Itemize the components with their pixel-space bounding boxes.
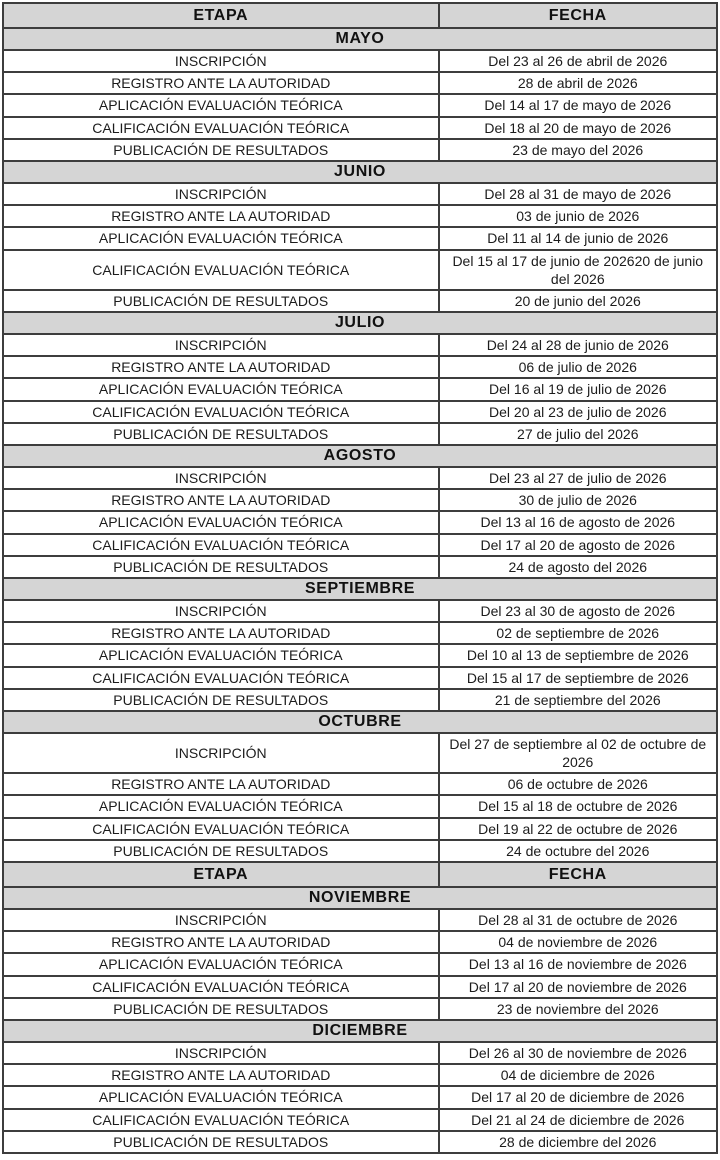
- month-header: JUNIO: [3, 161, 717, 183]
- fecha-cell: 03 de junio de 2026: [439, 205, 717, 227]
- table-row: [3, 378, 717, 400]
- etapa-cell: CALIFICACIÓN EVALUACIÓN TEÓRICA: [3, 401, 439, 423]
- fecha-cell: Del 17 al 20 de agosto de 2026: [439, 534, 717, 556]
- etapa-cell: REGISTRO ANTE LA AUTORIDAD: [3, 72, 439, 94]
- fecha-cell: Del 17 al 20 de diciembre de 2026: [439, 1086, 717, 1108]
- fecha-cell: Del 19 al 22 de octubre de 2026: [439, 818, 717, 840]
- month-row: [3, 711, 717, 733]
- etapa-cell: CALIFICACIÓN EVALUACIÓN TEÓRICA: [3, 117, 439, 139]
- fecha-cell: Del 24 al 28 de junio de 2026: [439, 334, 717, 356]
- month-header: JULIO: [3, 312, 717, 334]
- table-row: [3, 600, 717, 622]
- etapa-cell: INSCRIPCIÓN: [3, 50, 439, 72]
- fecha-cell: Del 23 al 30 de agosto de 2026: [439, 600, 717, 622]
- fecha-cell: Del 15 al 17 de septiembre de 2026: [439, 667, 717, 689]
- etapa-cell: CALIFICACIÓN EVALUACIÓN TEÓRICA: [3, 667, 439, 689]
- etapa-cell: INSCRIPCIÓN: [3, 909, 439, 931]
- fecha-cell: Del 23 al 26 de abril de 2026: [439, 50, 717, 72]
- table-row: [3, 250, 717, 290]
- table-row: [3, 840, 717, 862]
- fecha-cell: Del 23 al 27 de julio de 2026: [439, 467, 717, 489]
- etapa-cell: INSCRIPCIÓN: [3, 467, 439, 489]
- fecha-cell: 24 de agosto del 2026: [439, 556, 717, 578]
- table-row: [3, 931, 717, 953]
- table-row: [3, 290, 717, 312]
- table-row: [3, 773, 717, 795]
- table-row: [3, 50, 717, 72]
- column-header-fecha: FECHA: [439, 862, 717, 887]
- fecha-cell: Del 15 al 17 de junio de 202620 de junio del 2026: [439, 250, 717, 290]
- etapa-cell: CALIFICACIÓN EVALUACIÓN TEÓRICA: [3, 976, 439, 998]
- etapa-cell: REGISTRO ANTE LA AUTORIDAD: [3, 622, 439, 644]
- fecha-cell: 20 de junio del 2026: [439, 290, 717, 312]
- table-row: [3, 556, 717, 578]
- table-row: [3, 139, 717, 161]
- fecha-cell: 02 de septiembre de 2026: [439, 622, 717, 644]
- month-header: MAYO: [3, 28, 717, 50]
- table-row: [3, 998, 717, 1020]
- fecha-cell: 21 de septiembre del 2026: [439, 689, 717, 711]
- month-header: DICIEMBRE: [3, 1020, 717, 1042]
- etapa-cell: APLICACIÓN EVALUACIÓN TEÓRICA: [3, 644, 439, 666]
- etapa-cell: CALIFICACIÓN EVALUACIÓN TEÓRICA: [3, 818, 439, 840]
- etapa-cell: REGISTRO ANTE LA AUTORIDAD: [3, 356, 439, 378]
- table-row: [3, 1131, 717, 1153]
- etapa-cell: PUBLICACIÓN DE RESULTADOS: [3, 840, 439, 862]
- table-row: [3, 733, 717, 773]
- fecha-cell: Del 21 al 24 de diciembre de 2026: [439, 1109, 717, 1131]
- fecha-cell: Del 28 al 31 de mayo de 2026: [439, 183, 717, 205]
- fecha-cell: Del 17 al 20 de noviembre de 2026: [439, 976, 717, 998]
- table-row: [3, 467, 717, 489]
- etapa-cell: REGISTRO ANTE LA AUTORIDAD: [3, 205, 439, 227]
- table-row: [3, 689, 717, 711]
- table-row: [3, 117, 717, 139]
- etapa-cell: APLICACIÓN EVALUACIÓN TEÓRICA: [3, 953, 439, 975]
- month-header: AGOSTO: [3, 445, 717, 467]
- column-header-etapa: ETAPA: [3, 862, 439, 887]
- fecha-cell: 06 de julio de 2026: [439, 356, 717, 378]
- etapa-cell: PUBLICACIÓN DE RESULTADOS: [3, 998, 439, 1020]
- fecha-cell: 04 de diciembre de 2026: [439, 1064, 717, 1086]
- fecha-cell: Del 14 al 17 de mayo de 2026: [439, 94, 717, 116]
- table-row: [3, 909, 717, 931]
- etapa-cell: APLICACIÓN EVALUACIÓN TEÓRICA: [3, 1086, 439, 1108]
- etapa-cell: INSCRIPCIÓN: [3, 334, 439, 356]
- fecha-cell: Del 18 al 20 de mayo de 2026: [439, 117, 717, 139]
- fecha-cell: Del 28 al 31 de octubre de 2026: [439, 909, 717, 931]
- etapa-cell: PUBLICACIÓN DE RESULTADOS: [3, 139, 439, 161]
- fecha-cell: Del 20 al 23 de julio de 2026: [439, 401, 717, 423]
- month-row: [3, 445, 717, 467]
- etapa-cell: CALIFICACIÓN EVALUACIÓN TEÓRICA: [3, 534, 439, 556]
- etapa-cell: PUBLICACIÓN DE RESULTADOS: [3, 290, 439, 312]
- table-row: [3, 423, 717, 445]
- etapa-cell: PUBLICACIÓN DE RESULTADOS: [3, 1131, 439, 1153]
- etapa-cell: APLICACIÓN EVALUACIÓN TEÓRICA: [3, 94, 439, 116]
- fecha-cell: Del 10 al 13 de septiembre de 2026: [439, 644, 717, 666]
- schedule-table: [2, 2, 718, 1154]
- etapa-cell: CALIFICACIÓN EVALUACIÓN TEÓRICA: [3, 250, 439, 290]
- table-row: [3, 667, 717, 689]
- etapa-cell: PUBLICACIÓN DE RESULTADOS: [3, 556, 439, 578]
- table-row: [3, 489, 717, 511]
- month-header: OCTUBRE: [3, 711, 717, 733]
- etapa-cell: APLICACIÓN EVALUACIÓN TEÓRICA: [3, 511, 439, 533]
- table-row: [3, 534, 717, 556]
- fecha-cell: 23 de noviembre del 2026: [439, 998, 717, 1020]
- etapa-cell: REGISTRO ANTE LA AUTORIDAD: [3, 773, 439, 795]
- etapa-cell: REGISTRO ANTE LA AUTORIDAD: [3, 1064, 439, 1086]
- fecha-cell: 06 de octubre de 2026: [439, 773, 717, 795]
- etapa-cell: APLICACIÓN EVALUACIÓN TEÓRICA: [3, 795, 439, 817]
- table-row: [3, 1042, 717, 1064]
- etapa-cell: APLICACIÓN EVALUACIÓN TEÓRICA: [3, 227, 439, 249]
- etapa-cell: PUBLICACIÓN DE RESULTADOS: [3, 689, 439, 711]
- table-row: [3, 795, 717, 817]
- fecha-cell: 28 de abril de 2026: [439, 72, 717, 94]
- month-header: SEPTIEMBRE: [3, 578, 717, 600]
- table-row: [3, 183, 717, 205]
- column-header-row: [3, 3, 717, 28]
- table-row: [3, 205, 717, 227]
- fecha-cell: 27 de julio del 2026: [439, 423, 717, 445]
- month-row: [3, 1020, 717, 1042]
- table-row: [3, 818, 717, 840]
- fecha-cell: Del 26 al 30 de noviembre de 2026: [439, 1042, 717, 1064]
- etapa-cell: INSCRIPCIÓN: [3, 600, 439, 622]
- etapa-cell: APLICACIÓN EVALUACIÓN TEÓRICA: [3, 378, 439, 400]
- fecha-cell: Del 13 al 16 de noviembre de 2026: [439, 953, 717, 975]
- fecha-cell: 30 de julio de 2026: [439, 489, 717, 511]
- fecha-cell: 24 de octubre del 2026: [439, 840, 717, 862]
- table-row: [3, 94, 717, 116]
- table-row: [3, 511, 717, 533]
- fecha-cell: Del 27 de septiembre al 02 de octubre de 2026: [439, 733, 717, 773]
- etapa-cell: CALIFICACIÓN EVALUACIÓN TEÓRICA: [3, 1109, 439, 1131]
- etapa-cell: INSCRIPCIÓN: [3, 733, 439, 773]
- fecha-cell: Del 15 al 18 de octubre de 2026: [439, 795, 717, 817]
- column-header-row: [3, 862, 717, 887]
- table-row: [3, 644, 717, 666]
- etapa-cell: REGISTRO ANTE LA AUTORIDAD: [3, 931, 439, 953]
- table-row: [3, 953, 717, 975]
- fecha-cell: Del 16 al 19 de julio de 2026: [439, 378, 717, 400]
- table-row: [3, 72, 717, 94]
- month-row: [3, 312, 717, 334]
- table-row: [3, 334, 717, 356]
- fecha-cell: Del 13 al 16 de agosto de 2026: [439, 511, 717, 533]
- fecha-cell: 04 de noviembre de 2026: [439, 931, 717, 953]
- column-header-etapa: ETAPA: [3, 3, 439, 28]
- etapa-cell: INSCRIPCIÓN: [3, 183, 439, 205]
- table-row: [3, 227, 717, 249]
- fecha-cell: Del 11 al 14 de junio de 2026: [439, 227, 717, 249]
- fecha-cell: 28 de diciembre del 2026: [439, 1131, 717, 1153]
- month-header: NOVIEMBRE: [3, 887, 717, 909]
- table-row: [3, 1064, 717, 1086]
- month-row: [3, 161, 717, 183]
- month-row: [3, 28, 717, 50]
- table-row: [3, 1109, 717, 1131]
- table-row: [3, 401, 717, 423]
- table-row: [3, 622, 717, 644]
- table-row: [3, 976, 717, 998]
- month-row: [3, 887, 717, 909]
- etapa-cell: REGISTRO ANTE LA AUTORIDAD: [3, 489, 439, 511]
- month-row: [3, 578, 717, 600]
- table-row: [3, 356, 717, 378]
- etapa-cell: PUBLICACIÓN DE RESULTADOS: [3, 423, 439, 445]
- schedule-table-body: [3, 3, 717, 1153]
- column-header-fecha: FECHA: [439, 3, 717, 28]
- etapa-cell: INSCRIPCIÓN: [3, 1042, 439, 1064]
- fecha-cell: 23 de mayo del 2026: [439, 139, 717, 161]
- table-row: [3, 1086, 717, 1108]
